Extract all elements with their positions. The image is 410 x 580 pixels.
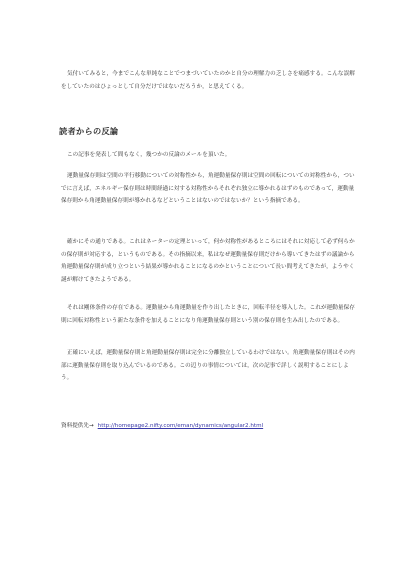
intro-paragraph: 気付いてみると，今までこんな単純なことでつまづいていたのかと自分の理解力の乏しさを痛感する。こんな誤解をしていたのはひょっとして自分だけではないだろうか，と思えてくる。 bbox=[61, 71, 355, 90]
source-link[interactable]: http://homepage2.nifty.com/eman/dynamics/angular2.html bbox=[97, 423, 264, 429]
paragraph-5: 正確にいえば，運動量保存則と角運動量保存則は完全に分離独立しているわけではない。角運動量保存則はその内部に運動量保存則を取り込んでいるのである。この辺りの事情については，次の記事で詳しく説明することにしよう。 bbox=[61, 350, 355, 382]
section-heading: 読者からの反論 bbox=[59, 126, 119, 136]
paragraph-4: それは剛体条件の存在である。運動量から角運動量を作り出したときに，回転半径を導入した。これが運動量保存則に回転対称性という新たな条件を加えることになり角運動量保存則という別の保存則を生み出したのである。 bbox=[61, 305, 355, 324]
source-line bbox=[61, 422, 263, 430]
paragraph-2: 運動量保存則は空間の平行移動についての対称性から，角運動量保存則は空間の回転についての対称性から，ついでに言えば，エネルギー保存則は時間経過に対する対称性からそれぞれ独立に導かれるはずのものであって，運動量保存則から角運動量保存則が導かれるなどということはないのではないか？という指摘である。 bbox=[61, 173, 355, 205]
paragraph-1: この記事を発表して間もなく，幾つかの反論のメールを頂いた。 bbox=[67, 152, 231, 158]
source-label: 資料提供先→ bbox=[61, 423, 94, 429]
paragraph-3: 確かにその通りである。これはネーターの定理といって，何か対称性があるところにはそれに対応して必ず何らかの保存則が対応する，というものである。その指摘以来，私はなぜ運動量保存則だけから導いてきたはずの議論から角運動量保存則が成り立つという結果が導かれることになるのかということについて長い間考えてきたが，ようやく謎が解けてきたようである。 bbox=[61, 239, 355, 283]
